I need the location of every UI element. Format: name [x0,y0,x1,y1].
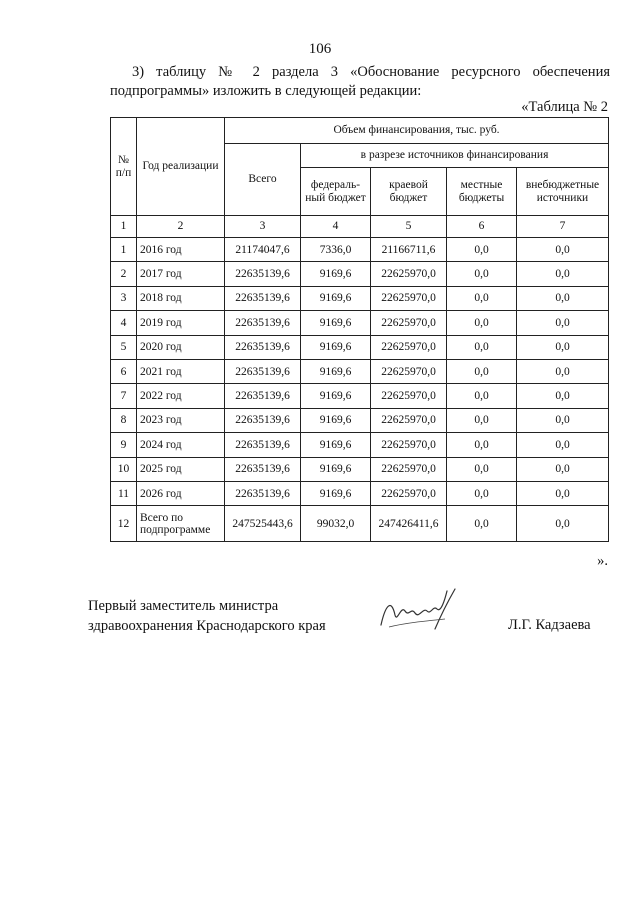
index-cell: 3 [225,216,301,238]
row-total: 22635139,6 [225,311,301,335]
table-row [111,335,609,359]
row-year: 2025 год [137,457,225,481]
row-total: 22635139,6 [225,408,301,432]
row-total: 22635139,6 [225,286,301,310]
table-row [111,262,609,286]
table-row [111,457,609,481]
row-regional: 22625970,0 [371,359,447,383]
row-federal: 9169,6 [301,335,371,359]
header-num: № п/п [111,118,137,216]
row-offbudget: 0,0 [517,311,609,335]
index-cell: 6 [447,216,517,238]
row-federal: 9169,6 [301,359,371,383]
row-year: 2019 год [137,311,225,335]
header-federal: федераль-ный бюджет [301,168,371,216]
row-offbudget: 0,0 [517,335,609,359]
row-federal: 9169,6 [301,286,371,310]
row-local: 0,0 [447,335,517,359]
index-cell: 5 [371,216,447,238]
row-regional: 22625970,0 [371,408,447,432]
row-local: 0,0 [447,262,517,286]
row-year: 2020 год [137,335,225,359]
row-num: 6 [111,359,137,383]
financing-table [110,117,609,542]
row-total: 22635139,6 [225,359,301,383]
row-local: 0,0 [447,457,517,481]
row-regional: 21166711,6 [371,238,447,262]
row-local: 0,0 [447,433,517,457]
row-regional: 22625970,0 [371,481,447,505]
row-local: 0,0 [447,286,517,310]
row-offbudget: 0,0 [517,286,609,310]
row-total: 22635139,6 [225,433,301,457]
row-num: 4 [111,311,137,335]
table-row [111,408,609,432]
row-total: 22635139,6 [225,335,301,359]
row-federal: 9169,6 [301,384,371,408]
header-year: Год реализации [137,118,225,216]
row-local: 0,0 [447,481,517,505]
total-regional: 247426411,6 [371,506,447,542]
handwritten-signature [375,585,465,635]
row-offbudget: 0,0 [517,457,609,481]
row-federal: 9169,6 [301,481,371,505]
total-local: 0,0 [447,506,517,542]
table-row [111,311,609,335]
row-offbudget: 0,0 [517,238,609,262]
table-row [111,433,609,457]
row-year: 2016 год [137,238,225,262]
row-offbudget: 0,0 [517,481,609,505]
row-offbudget: 0,0 [517,359,609,383]
row-local: 0,0 [447,311,517,335]
index-cell: 4 [301,216,371,238]
row-num: 1 [111,238,137,262]
row-local: 0,0 [447,384,517,408]
row-regional: 22625970,0 [371,433,447,457]
row-federal: 9169,6 [301,262,371,286]
row-num: 11 [111,481,137,505]
row-year: 2026 год [137,481,225,505]
row-num: 10 [111,457,137,481]
table-caption: «Таблица № 2 [521,99,608,115]
index-cell: 2 [137,216,225,238]
row-offbudget: 0,0 [517,262,609,286]
header-offbudget: внебюджетные источники [517,168,609,216]
row-federal: 9169,6 [301,433,371,457]
row-regional: 22625970,0 [371,286,447,310]
table-row [111,238,609,262]
row-regional: 22625970,0 [371,311,447,335]
total-federal: 99032,0 [301,506,371,542]
row-regional: 22625970,0 [371,457,447,481]
total-all: 247525443,6 [225,506,301,542]
row-offbudget: 0,0 [517,408,609,432]
row-num: 5 [111,335,137,359]
signer-title [88,596,326,636]
closing-quote: ». [597,553,608,569]
total-label: Всего по подпрограмме [137,506,225,542]
row-total: 21174047,6 [225,238,301,262]
index-cell: 7 [517,216,609,238]
row-year: 2023 год [137,408,225,432]
row-total: 22635139,6 [225,384,301,408]
row-total: 22635139,6 [225,262,301,286]
page-number: 106 [308,41,332,57]
signer-title-line1: Первый заместитель министра [88,598,279,614]
table-row [111,359,609,383]
header-sources: в разрезе источников финансирования [301,144,609,168]
row-regional: 22625970,0 [371,335,447,359]
signer-name: Л.Г. Кадзаева [508,617,591,633]
row-local: 0,0 [447,238,517,262]
row-offbudget: 0,0 [517,384,609,408]
row-federal: 7336,0 [301,238,371,262]
header-local: местные бюджеты [447,168,517,216]
signer-title-line2: здравоохранения Краснодарского края [88,618,326,634]
row-year: 2018 год [137,286,225,310]
row-year: 2017 год [137,262,225,286]
row-num: 2 [111,262,137,286]
intro-paragraph [110,63,610,101]
row-offbudget: 0,0 [517,433,609,457]
index-row [111,216,609,238]
row-year: 2021 год [137,359,225,383]
row-num: 7 [111,384,137,408]
header-row-1 [111,118,609,144]
row-num: 9 [111,433,137,457]
row-year: 2024 год [137,433,225,457]
header-regional: краевой бюджет [371,168,447,216]
row-federal: 9169,6 [301,311,371,335]
row-total: 22635139,6 [225,481,301,505]
row-num: 3 [111,286,137,310]
row-regional: 22625970,0 [371,262,447,286]
row-year: 2022 год [137,384,225,408]
table-row [111,384,609,408]
row-local: 0,0 [447,359,517,383]
row-local: 0,0 [447,408,517,432]
row-federal: 9169,6 [301,408,371,432]
total-row [111,506,609,542]
row-num: 8 [111,408,137,432]
header-total: Всего [225,144,301,216]
total-offbudget: 0,0 [517,506,609,542]
table-row [111,481,609,505]
total-num: 12 [111,506,137,542]
header-volume: Объем финансирования, тыс. руб. [225,118,609,144]
row-federal: 9169,6 [301,457,371,481]
intro-text: 3) таблицу № 2 раздела 3 «Обоснование ресурсного обеспечения подпрограммы» изложить в следующей редакции: [110,64,610,99]
row-regional: 22625970,0 [371,384,447,408]
index-cell: 1 [111,216,137,238]
table-row [111,286,609,310]
row-total: 22635139,6 [225,457,301,481]
